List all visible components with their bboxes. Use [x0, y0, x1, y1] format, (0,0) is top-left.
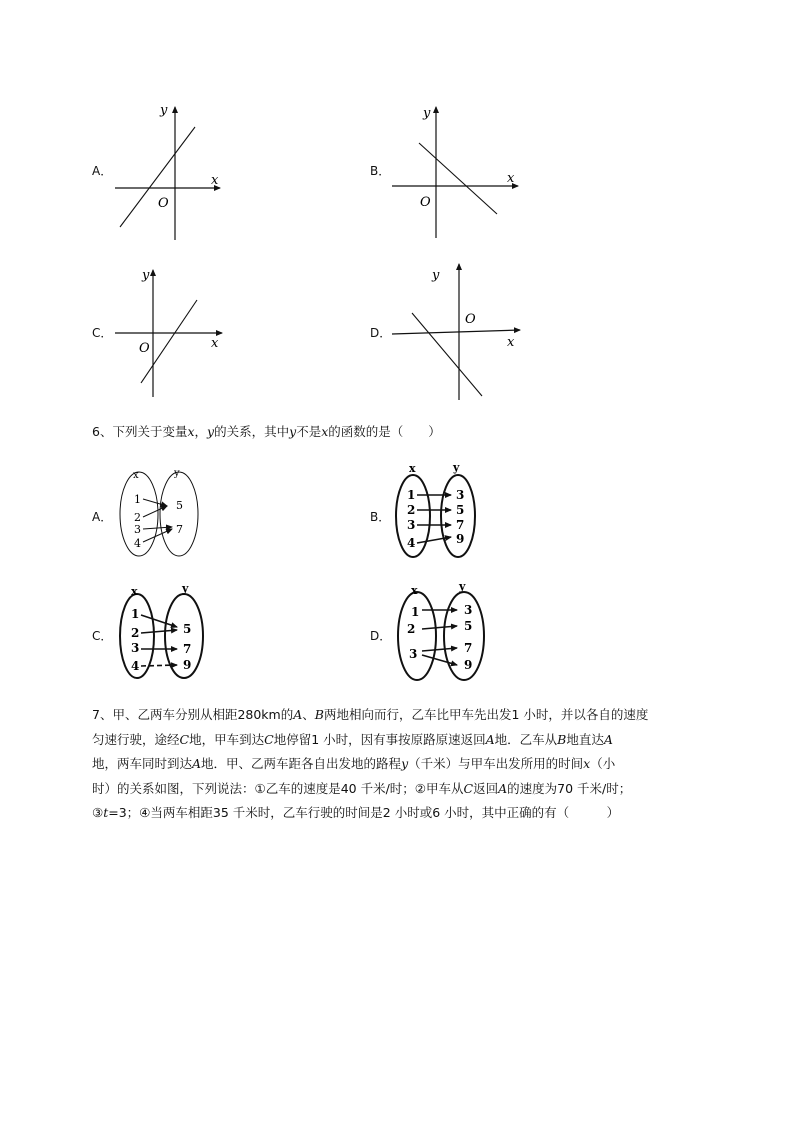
domain-element: 2 [131, 626, 140, 640]
domain-element: 3 [409, 647, 418, 661]
range-element: 9 [464, 658, 473, 672]
origin-label: O [420, 195, 431, 210]
origin-label: O [158, 196, 169, 211]
domain-label: x [131, 585, 138, 598]
domain-element: 4 [407, 536, 416, 550]
q6-diagram-d [398, 580, 484, 680]
x-axis-label: x [507, 171, 515, 186]
q6-diagram-c [120, 582, 203, 678]
function-line [419, 143, 497, 214]
mapping-arrow [143, 529, 172, 542]
y-axis-label: y [160, 103, 168, 118]
q7-stem [92, 703, 648, 826]
range-element: 3 [464, 603, 473, 617]
x-axis-label: x [211, 336, 219, 351]
q7-line-2: 匀速行驶，途经C地，甲车到达C地停留1 小时，因有事按原路原速返回A地．乙车从B地直达A [92, 731, 613, 747]
y-axis-label: y [142, 268, 150, 283]
range-element: 5 [464, 619, 473, 633]
range-element: 9 [456, 532, 465, 546]
range-element: 5 [183, 622, 192, 636]
range-element: 5 [176, 499, 183, 512]
range-label: y [459, 580, 466, 593]
q5-option-a-label: A． [92, 164, 113, 178]
range-element: 5 [456, 503, 465, 517]
x-axis-label: x [507, 335, 515, 350]
domain-element: 2 [407, 622, 416, 636]
q6-diagram-a [120, 468, 198, 556]
range-element: 7 [176, 523, 183, 536]
q6-stem: 6、下列关于变量x，y的关系，其中y不是x的函数的是（ ） [92, 424, 441, 439]
x-axis-label: x [211, 173, 219, 188]
q5-graph-a [115, 103, 220, 240]
range-label: y [182, 582, 189, 595]
range-element: 7 [183, 642, 192, 656]
mapping-arrow [143, 506, 167, 517]
q5-graph-d [392, 264, 520, 400]
mapping-arrow [141, 615, 177, 627]
domain-label: x [411, 584, 418, 597]
q7-line-3: 地，两车同时到达A地．甲、乙两车距各自出发地的路程y（千米）与甲车出发所用的时间x（小 [92, 756, 616, 771]
domain-element: 4 [131, 659, 140, 673]
range-element: 7 [456, 518, 465, 532]
q6-diagram-b [396, 461, 475, 557]
function-line [120, 127, 195, 227]
range-set-oval [160, 472, 198, 556]
mapping-arrow [141, 630, 177, 633]
q5-graphs [0, 0, 794, 410]
origin-label: O [465, 312, 476, 327]
q6-option-d-label: D． [370, 629, 392, 643]
range-label: y [453, 461, 460, 474]
q5-option-c-label: C． [92, 326, 113, 340]
domain-element: 3 [134, 523, 141, 536]
domain-element: 3 [131, 641, 140, 655]
x-axis [392, 330, 520, 334]
q6-option-c-label: C． [92, 629, 113, 643]
mapping-arrow [422, 655, 457, 665]
domain-label: x [409, 462, 416, 475]
q5-option-d-label: D． [370, 326, 392, 340]
y-axis-label: y [432, 268, 440, 283]
domain-element: 1 [411, 605, 420, 619]
domain-element: 1 [131, 607, 140, 621]
q5-graph-c [115, 268, 222, 397]
mapping-arrow [422, 648, 457, 651]
range-label: y [174, 468, 180, 479]
domain-element: 2 [134, 511, 141, 524]
domain-element: 3 [407, 518, 416, 532]
q6-mapping-diagrams [0, 455, 794, 690]
domain-label: x [133, 470, 139, 481]
q6-option-b-label: B． [370, 510, 391, 524]
domain-element: 2 [407, 503, 416, 517]
mapping-arrow [422, 626, 457, 629]
domain-element: 4 [134, 537, 141, 550]
domain-element: 1 [407, 488, 416, 502]
range-element: 9 [183, 658, 192, 672]
q5-option-b-label: B． [370, 164, 391, 178]
range-element: 3 [456, 488, 465, 502]
range-element: 7 [464, 641, 473, 655]
q6-option-a-label: A． [92, 510, 113, 524]
y-axis-label: y [423, 106, 431, 121]
q7-line-4: 时）的关系如图，下列说法：①乙车的速度是40 千米/时；②甲车从C返回A的速度为70 千米/时； [92, 780, 632, 796]
domain-element: 1 [134, 493, 141, 506]
origin-label: O [139, 341, 150, 356]
q5-graph-b [392, 106, 518, 238]
q7-line-5: ③t=3；④当两车相距35 千米时，乙车行驶的时间是2 小时或6 小时，其中正确的有（ ） [92, 805, 620, 820]
mapping-arrow [143, 499, 167, 506]
q7-line-1: 7、甲、乙两车分别从相距280km的A、B两地相向而行，乙车比甲车先出发1 小时，并以各自的速度 [92, 707, 649, 722]
